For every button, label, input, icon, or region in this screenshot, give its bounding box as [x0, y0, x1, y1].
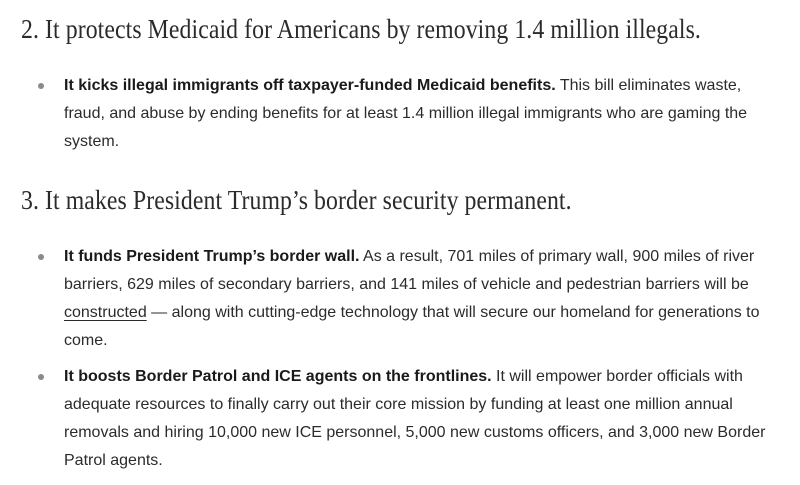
- bullet-body-text: As a result, 701 miles of primary wall, 900 miles of river barriers, 629 miles of secondary barriers, and 141 miles of vehicle and pedestrian barriers will be: [64, 248, 755, 293]
- list-item: [0, 72, 800, 156]
- bullet-dot-icon: [38, 254, 44, 260]
- bullet-lead-text: It funds President Trump’s border wall.: [64, 248, 360, 265]
- list-item: [0, 243, 800, 355]
- bullet-list-border-security: [0, 243, 800, 475]
- list-item: [0, 363, 800, 475]
- section-heading-medicaid: 2. It protects Medicaid for Americans by removing 1.4 million illegals.: [21, 14, 701, 44]
- bullet-lead-text: It boosts Border Patrol and ICE agents on the frontlines.: [64, 368, 492, 385]
- bullet-body-text: — along with cutting-edge technology that will secure our homeland for generations to come.: [64, 304, 760, 349]
- bullet-dot-icon: [38, 83, 44, 89]
- section-heading-border-security: 3. It makes President Trump’s border security permanent.: [21, 185, 572, 215]
- bullet-body-text: This bill eliminates waste, fraud, and abuse by ending benefits for at least 1.4 million illegal immigrants who are gaming the system.: [64, 77, 748, 150]
- bullet-dot-icon: [38, 374, 44, 380]
- bullet-list-medicaid: [0, 72, 800, 156]
- bullet-lead-text: It kicks illegal immigrants off taxpayer-funded Medicaid benefits.: [64, 77, 556, 94]
- bullet-body-text: It will empower border officials with adequate resources to finally carry out their core mission by funding at least one million annual removals and hiring 10,000 new ICE personnel, 5,000 new customs officers, and 3,000 new Border Patrol agents.: [64, 368, 766, 469]
- constructed-link[interactable]: constructed: [64, 304, 147, 321]
